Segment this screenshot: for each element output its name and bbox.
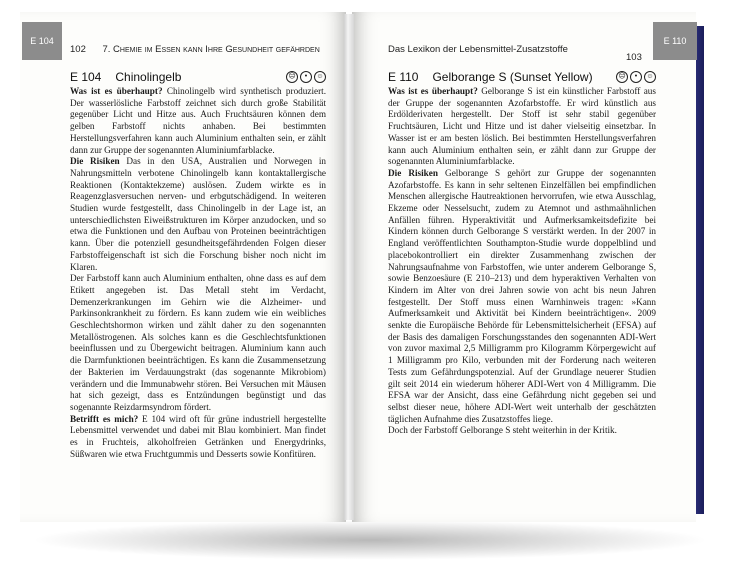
- sad-face-icon: ☹: [616, 71, 628, 83]
- paragraph-lead: Betrifft es mich?: [70, 413, 139, 424]
- paragraph-body: Gelborange S gehört zur Gruppe der sogenannten Azofarbstoffe. Es kann in sehr seltenen Einzelfällen bei empfindlichen Menschen allergische Hautreaktionen hervorrufen, wie etwa Ausschlag, Ekzeme oder Nesselsucht, zudem zu Atemnot und asthmaähnlichen Anfällen führen. Hyperaktivität und Aufmerksamkeitsdefizite bei Kindern können durch Gelborange S verstärkt werden. In der 2007 in England veröffentlichten Southampton-Studie wurde doppelblind und placebokontrolliert ein direkter Zusammenhang zwischen der Nahrungsaufnahme von Farbstoffen, wie unter anderem Gelborange S, sowie Benzoesäure (E 210–213) und dem hyperaktiven Verhalten von Kindern im Alter von drei Jahren sowie von acht bis neun Jahren festgestellt. Der Stoff muss einen Warnhinweis tragen: »Kann Aufmerksamkeit und Aktivität bei Kindern beeinträchtigen«. 2009 senkte die Europäische Behörde für Lebensmittelsicherheit (EFSA) auf der Basis des damaligen Forschungsstandes den sogenannten ADI-Wert von zuvor maximal 2,5 Milligramm pro Kilogramm Körpergewicht auf 1 Milligramm pro Kilo, verbunden mit der Forderung nach weiteren Tests zum Gefährdungspotenzial. Auf der Grundlage neuerer Studien gilt seit 2014 ein wiederum höherer ADI-Wert von 4 Milligramm. Die EFSA war der Ansicht, dass eine Gefährdung nicht gegeben sei und selbst dieser neue, höhere ADI-Wert weit unterhalb der geschätzten täglichen Aufnahme dies Zusatzstoffes liege.: [388, 167, 656, 424]
- neutral-face-icon: •: [630, 71, 642, 83]
- left-entry-heading: [70, 70, 326, 84]
- right-entry-heading: [388, 70, 656, 84]
- entry-code: E 110: [388, 70, 419, 84]
- left-running-title: 7. Chemie im Essen kann Ihre Gesundheit gefährden: [102, 44, 320, 55]
- sad-face-icon: ☹: [286, 71, 298, 83]
- paragraph: [388, 86, 656, 168]
- paragraph-lead: Was ist es überhaupt?: [388, 86, 478, 96]
- left-page-number: 102: [70, 44, 86, 55]
- book-gutter: [344, 14, 354, 520]
- left-body-text: [70, 86, 326, 461]
- paragraph-lead: Was ist es überhaupt?: [70, 86, 163, 96]
- happy-face-icon: ☺: [644, 71, 656, 83]
- happy-face-icon: ☺: [314, 71, 326, 83]
- paragraph-body: Chinolingelb wird synthetisch produziert. Der wasserlösliche Farbstoff zeichnet sich durch große Stabilität gegenüber Licht und Hitze aus. Auch Fruchtsäuren können dem gelben Farbstoff nichts anhaben. Bei bestimmten Herstellungsverfahren kann auch Aluminium enthalten sein, er zählt dann zur Gruppe der sogenannten Aluminiumfarblacke.: [70, 86, 326, 155]
- paragraph-body: Der Farbstoff kann auch Aluminium enthalten, ohne dass es auf dem Etikett angegeben ist. Das Metall steht im Verdacht, Demenzerkrankungen im Gehirn wie die Alzheimer- und Parkinsonkrankheit zu fördern. Es kann zudem wie ein weibliches Geschlechtshormon wirken und zählt daher zu den sogenannten Metallöstrogenen. Als solches kann es die Geschlechtsfunktionen beeinflussen und zu Übergewicht beitragen. Aluminium kann auch die Darmfunktionen beeinträchtigen. Es kann die Zusammensetzung der Bakterien im Verdauungstrakt (das sogenannte Mikrobiom) verändern und die Immunabwehr stören. Bei Versuchen mit Mäusen hat sich gezeigt, dass es Entzündungen begünstigt und das sogenannte Reizdarmsyndrom fördert.: [70, 273, 326, 412]
- entry-name: Gelborange S (Sunset Yellow): [432, 70, 593, 84]
- paragraph-body: Doch der Farbstoff Gelborange S steht weiterhin in der Kritik.: [388, 425, 617, 436]
- paragraph-body: Das in den USA, Australien und Norwegen in Nahrungsmitteln verbotene Chinolingelb kann kontaktallergische Reaktionen (Kontaktekzeme) auslösen. Zudem wirkte es in Reagenzglasversuchen nerven- und erbgutschädigend. In weiteren Studien wurde festgestellt, dass Chinolingelb in der Lage ist, an unterschiedlichsten Eiweißstrukturen im Körper anzudocken, und so etwa die Funktionen und den Aufbau von Proteinen beeinträchtigen kann. Über die potenziell gesundheitsgefährdenden Folgen dieser Farbstoffeigenschaft ist sich die Forschung bisher noch nicht im Klaren.: [70, 156, 326, 272]
- right-body-text: [388, 86, 656, 437]
- neutral-face-icon: •: [300, 71, 312, 83]
- right-running-head: Das Lexikon der Lebensmittel-Zusatzstoffe: [388, 44, 568, 55]
- right-thumb-tab: E 110: [653, 22, 697, 60]
- paragraph: [388, 425, 656, 437]
- paragraph: [70, 414, 326, 461]
- right-page-number: 103: [626, 52, 642, 63]
- left-thumb-tab: E 104: [22, 22, 62, 60]
- entry-code: E 104: [70, 70, 102, 84]
- rating-icons: [286, 71, 326, 83]
- paragraph-body: E 104 wird oft für grüne industriell hergestellte Lebensmittel verwendet und dabei mit Blau kombiniert. Man findet es in Fruchteis, alkoholfreien Getränken und Energydrinks, Süßwaren wie etwa Fruchtgummis und Desserts sowie Konfitüren.: [70, 413, 326, 459]
- paragraph: [388, 168, 656, 425]
- rating-icons: [616, 71, 656, 83]
- paragraph-lead: Die Risiken: [70, 156, 120, 167]
- paragraph-body: Gelborange S ist ein künstlicher Farbstoff aus der Gruppe der sogenannten Azofarbstoffe. Er wird künstlich aus Erdölderivaten hergestellt. Der Stoff ist sehr stabil gegenüber Fruchtsäuren, Licht und Hitze und ist daher vielseitig einsetzbar. In Wasser ist er am besten löslich. Bei bestimmten Herstellungsverfahren kann auch Aluminium enthalten sein, er zählt dann zur Gruppe der sogenannten Aluminiumfarblacke.: [388, 86, 656, 167]
- paragraph: [70, 156, 326, 273]
- paragraph-lead: Die Risiken: [388, 167, 438, 178]
- entry-name: Chinolingelb: [115, 70, 182, 84]
- left-running-head: [70, 44, 320, 55]
- book-shadow: [30, 520, 710, 560]
- paragraph: [70, 86, 326, 156]
- paragraph: [70, 273, 326, 413]
